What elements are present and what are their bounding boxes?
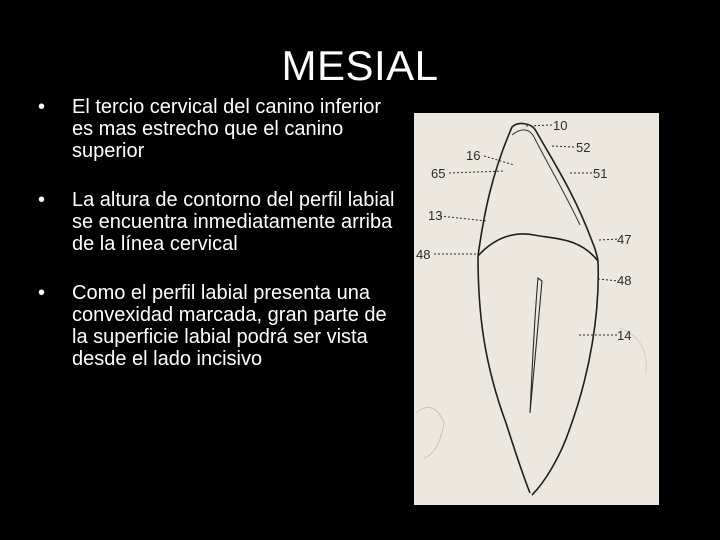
label-16: 16 [466, 148, 481, 163]
faint-sketch [416, 407, 444, 458]
label-65: 65 [431, 166, 446, 181]
label-51: 51 [593, 166, 608, 181]
bullet-text: Como el perfil labial presenta una convexidad marcada, gran parte de la superficie labial podrá ser vista desde el lado incisivo [72, 282, 387, 370]
label-10: 10 [553, 118, 568, 133]
label-47: 47 [617, 232, 632, 247]
root-outline-labial [478, 256, 530, 493]
label-48-right: 48 [617, 273, 632, 288]
tooth-svg [414, 113, 659, 505]
bullet-dot: • [38, 189, 46, 211]
root-groove [530, 278, 542, 413]
label-14: 14 [617, 328, 632, 343]
bullet-item [36, 96, 396, 162]
bullet-dot: • [38, 282, 46, 304]
enamel-line [512, 130, 580, 225]
label-48-left: 48 [416, 247, 431, 262]
cervical-line [478, 234, 598, 261]
bullet-text: El tercio cervical del canino inferior es mas estrecho que el canino superior [72, 96, 382, 162]
bullet-list [36, 96, 396, 397]
bullet-item [36, 282, 396, 370]
tooth-mesial-drawing [414, 113, 659, 505]
bullet-dot: • [38, 96, 46, 118]
label-13: 13 [428, 208, 443, 223]
root-outline-lingual [532, 261, 598, 495]
slide-title: MESIAL [281, 42, 439, 89]
leader-lines [434, 125, 619, 335]
label-52: 52 [576, 140, 591, 155]
bullet-item [36, 189, 396, 255]
bullet-text: La altura de contorno del perfil labial se encuentra inmediatamente arriba de la línea cervical [72, 189, 395, 255]
